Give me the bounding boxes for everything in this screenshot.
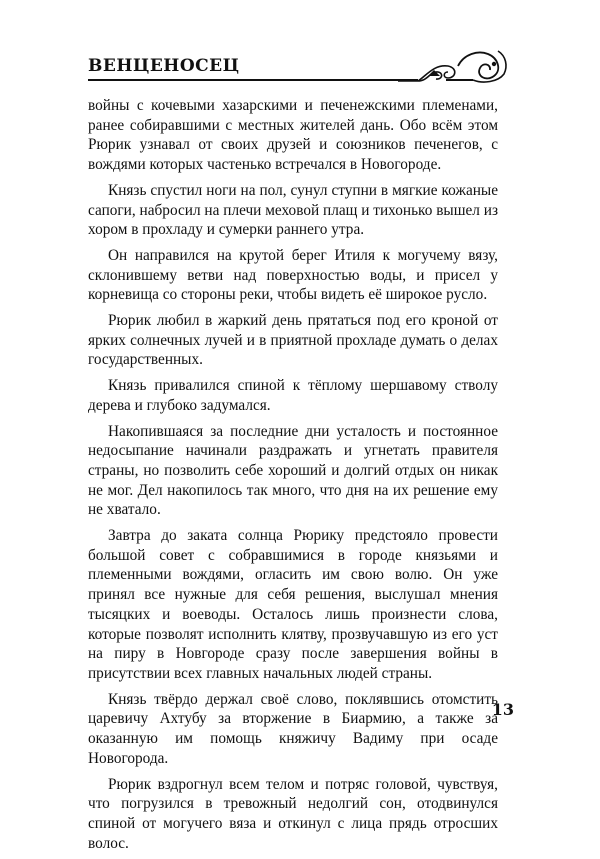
ornament-icon [398,46,508,86]
paragraph: Князь твёрдо держал своё слово, поклявшись отомстить царевичу Ахтубу за вторжение в Биармию, а также за оказанную им помощь княжичу Вадиму при осаде Новогорода. [88,690,498,767]
running-title: ВЕНЦЕНОСЕЦ [88,56,240,76]
paragraph: войны с кочевыми хазарскими и печенежскими племенами, ранее собиравшими с местных жителей дань. Обо всём этом Рюрик узнавал от своих друзей и союзников печенегов, с вождями которых частенько встречался в Новогороде. [88,97,498,174]
page-number: 13 [491,700,514,719]
paragraph: Накопившаяся за последние дни усталость и постоянное недосыпание начинали раздражать и угнетать правителя страны, но позволить себе хороший и долгий отдых он никак не мог. Дел накопилось так много, что дня на их решение ему не хватало. [88,422,498,519]
header-rule [88,79,418,81]
paragraph: Он направился на крутой берег Итиля к могучему вязу, склонившему ветви над поверхностью воды, и присел у корневища со стороны реки, чтобы видеть её широкое русло. [88,246,498,304]
paragraph: Рюрик вздрогнул всем телом и потряс головой, чувствуя, что погрузился в тревожный недолгий сон, отодвинулся спиной от могучего вяза и откинул с лица прядь отросших волос. [88,775,498,852]
paragraph: Завтра до заката солнца Рюрику предстояло провести большой совет с собравшимися в городе князьями и племенными вождями, огласить им свою волю. Он уже принял все нужные для себя решения, выслушал мнения тысяцких и воеводы. Осталось лишь произнести слова, которые позволят исполнить клятву, прозвучавшую из его уст на пиру в Новгороде сразу после завершения войны в присутствии всех главных начальных людей страны. [88,527,498,682]
body-text [88,96,498,859]
paragraph: Рюрик любил в жаркий день прятаться под его кроной от ярких солнечных лучей и в приятной прохладе думать о делах государственных. [88,312,498,369]
page-header [88,46,508,86]
paragraph: Князь спустил ноги на пол, сунул ступни в мягкие кожаные сапоги, набросил на плечи меховой плащ и тихонько вышел из хором в прохладу и сумерки раннего утра. [88,181,498,239]
paragraph: Князь привалился спиной к тёплому шершавому стволу дерева и глубоко задумался. [88,377,498,414]
